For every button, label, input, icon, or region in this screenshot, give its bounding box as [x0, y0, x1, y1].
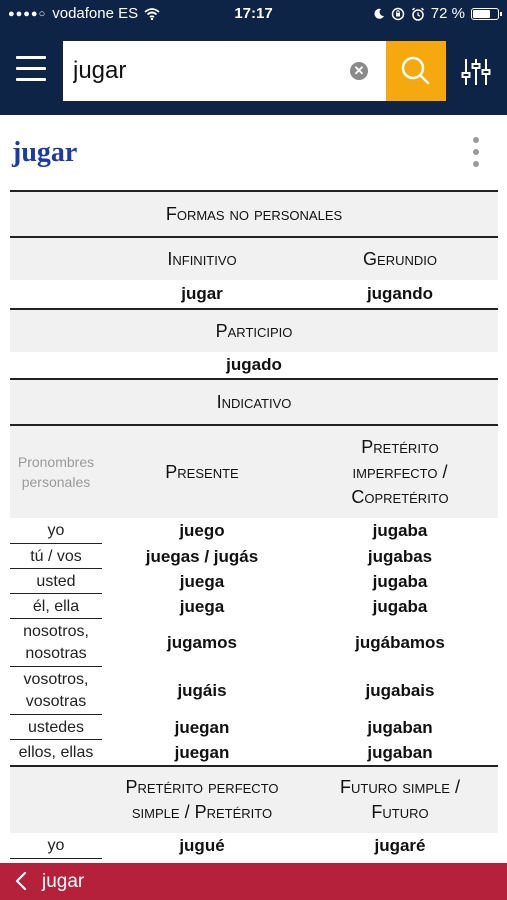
table-section-header	[10, 308, 498, 352]
table-row	[10, 715, 498, 740]
search-input[interactable]	[73, 51, 343, 91]
participio-value: jugado	[226, 355, 282, 374]
pronoun-cell: él, ella	[32, 597, 80, 615]
filter-button[interactable]	[460, 56, 492, 88]
imperfecto-cell: jugábamos	[355, 633, 445, 652]
table-row	[10, 833, 498, 859]
imperfecto-cell: jugabais	[365, 681, 435, 700]
back-label: jugar	[42, 871, 85, 892]
table-row	[10, 544, 498, 569]
table-row	[10, 280, 498, 308]
presente-cell: juegas / jugás	[145, 546, 259, 566]
search-box	[63, 41, 386, 101]
menu-icon	[16, 56, 46, 81]
table-row	[10, 740, 498, 765]
filter-sliders-icon	[460, 56, 492, 88]
search-icon	[386, 41, 446, 101]
signal-dots-icon: ●●●●○	[8, 7, 47, 20]
app-header	[0, 28, 507, 115]
table-row	[10, 352, 498, 378]
futuro-simple-heading	[302, 767, 498, 833]
imperfecto-cell: jugabas	[367, 546, 433, 566]
alarm-icon	[411, 7, 425, 21]
presente-cell: juega	[179, 596, 225, 616]
pronoun-line: nosotras	[25, 645, 87, 662]
gerundio-value: jugando	[366, 284, 434, 303]
infinitivo-heading: Infinitivo	[167, 248, 237, 269]
imperfecto-cell: jugaba	[372, 521, 428, 540]
imperfecto-cell: jugaba	[372, 596, 428, 616]
history-back-bar[interactable]	[0, 863, 507, 900]
more-options-button[interactable]	[468, 137, 484, 173]
table-row	[10, 518, 498, 544]
preterito-perfecto-simple-heading	[102, 767, 302, 833]
more-vertical-icon	[468, 137, 484, 167]
orientation-lock-icon	[391, 7, 405, 21]
indicativo-rows	[10, 518, 498, 765]
table-column-header-row	[10, 424, 498, 518]
presente-heading: Presente	[165, 461, 239, 482]
heading-line: Copretérito	[351, 486, 449, 507]
search-button[interactable]	[386, 41, 446, 101]
battery-percent: 72 %	[430, 5, 465, 22]
imperfecto-cell: jugaba	[372, 571, 428, 591]
carrier-name: vodafone ES	[52, 5, 139, 22]
presente-cell: jugáis	[177, 681, 227, 700]
pronoun-cell: yo	[47, 522, 65, 539]
pronoun-cell: ustedes	[27, 718, 85, 736]
presente-cell: juegan	[174, 717, 230, 737]
table-section-header	[10, 190, 498, 236]
status-bar	[0, 0, 507, 28]
gerundio-heading: Gerundio	[363, 248, 437, 269]
pronombres-heading	[10, 426, 102, 518]
formas-no-personales-heading: Formas no personales	[165, 203, 343, 224]
heading-line: Pretérito	[361, 436, 439, 457]
pronoun-cell	[10, 619, 102, 667]
heading-line: simple / Pretérito	[131, 802, 273, 822]
pronoun-cell: yo	[47, 837, 65, 854]
table-row	[10, 569, 498, 594]
participio-heading: Participio	[215, 320, 293, 341]
indicativo-heading: Indicativo	[216, 391, 292, 412]
moon-icon	[373, 8, 385, 20]
clear-icon[interactable]: ✕	[350, 62, 368, 80]
heading-line: Pretérito perfecto	[125, 777, 279, 797]
status-time: 17:17	[234, 5, 273, 22]
pronoun-cell: usted	[36, 572, 76, 590]
imperfecto-cell: jugaban	[367, 717, 433, 737]
table-column-header-row	[10, 765, 498, 833]
table-row	[10, 619, 498, 667]
conjugation-table	[10, 190, 498, 859]
preterito-imperfecto-heading	[302, 426, 498, 518]
table-section-header	[10, 378, 498, 424]
table-column-header-row	[10, 236, 498, 280]
heading-line: imperfecto /	[352, 461, 448, 482]
futuro-cell: jugaré	[374, 836, 426, 855]
preterito-cell: jugué	[179, 836, 225, 855]
pronoun-line: vosotras	[25, 693, 87, 710]
infinitivo-value: jugar	[181, 284, 223, 303]
presente-cell: juega	[179, 571, 225, 591]
battery-icon	[471, 8, 499, 20]
pronombres-line: Pronombres	[17, 454, 95, 470]
pronoun-cell	[10, 667, 102, 715]
presente-cell: juegan	[174, 742, 230, 762]
pronoun-cell: ellos, ellas	[18, 743, 94, 761]
heading-line: Futuro simple /	[340, 777, 460, 797]
pronombres-line: personales	[21, 474, 91, 490]
table-row	[10, 594, 498, 619]
imperfecto-cell: jugaban	[367, 742, 433, 762]
chevron-left-icon	[14, 871, 28, 891]
heading-line: Futuro	[371, 802, 429, 822]
pronoun-cell: tú / vos	[30, 547, 82, 565]
presente-cell: juego	[179, 521, 225, 540]
word-title-row	[0, 115, 507, 190]
pronoun-line: nosotros,	[23, 623, 89, 640]
table-row	[10, 667, 498, 715]
menu-button[interactable]	[16, 56, 46, 86]
pronoun-line: vosotros,	[23, 671, 89, 688]
word-title: jugar	[12, 137, 78, 168]
presente-cell: jugamos	[167, 633, 237, 652]
